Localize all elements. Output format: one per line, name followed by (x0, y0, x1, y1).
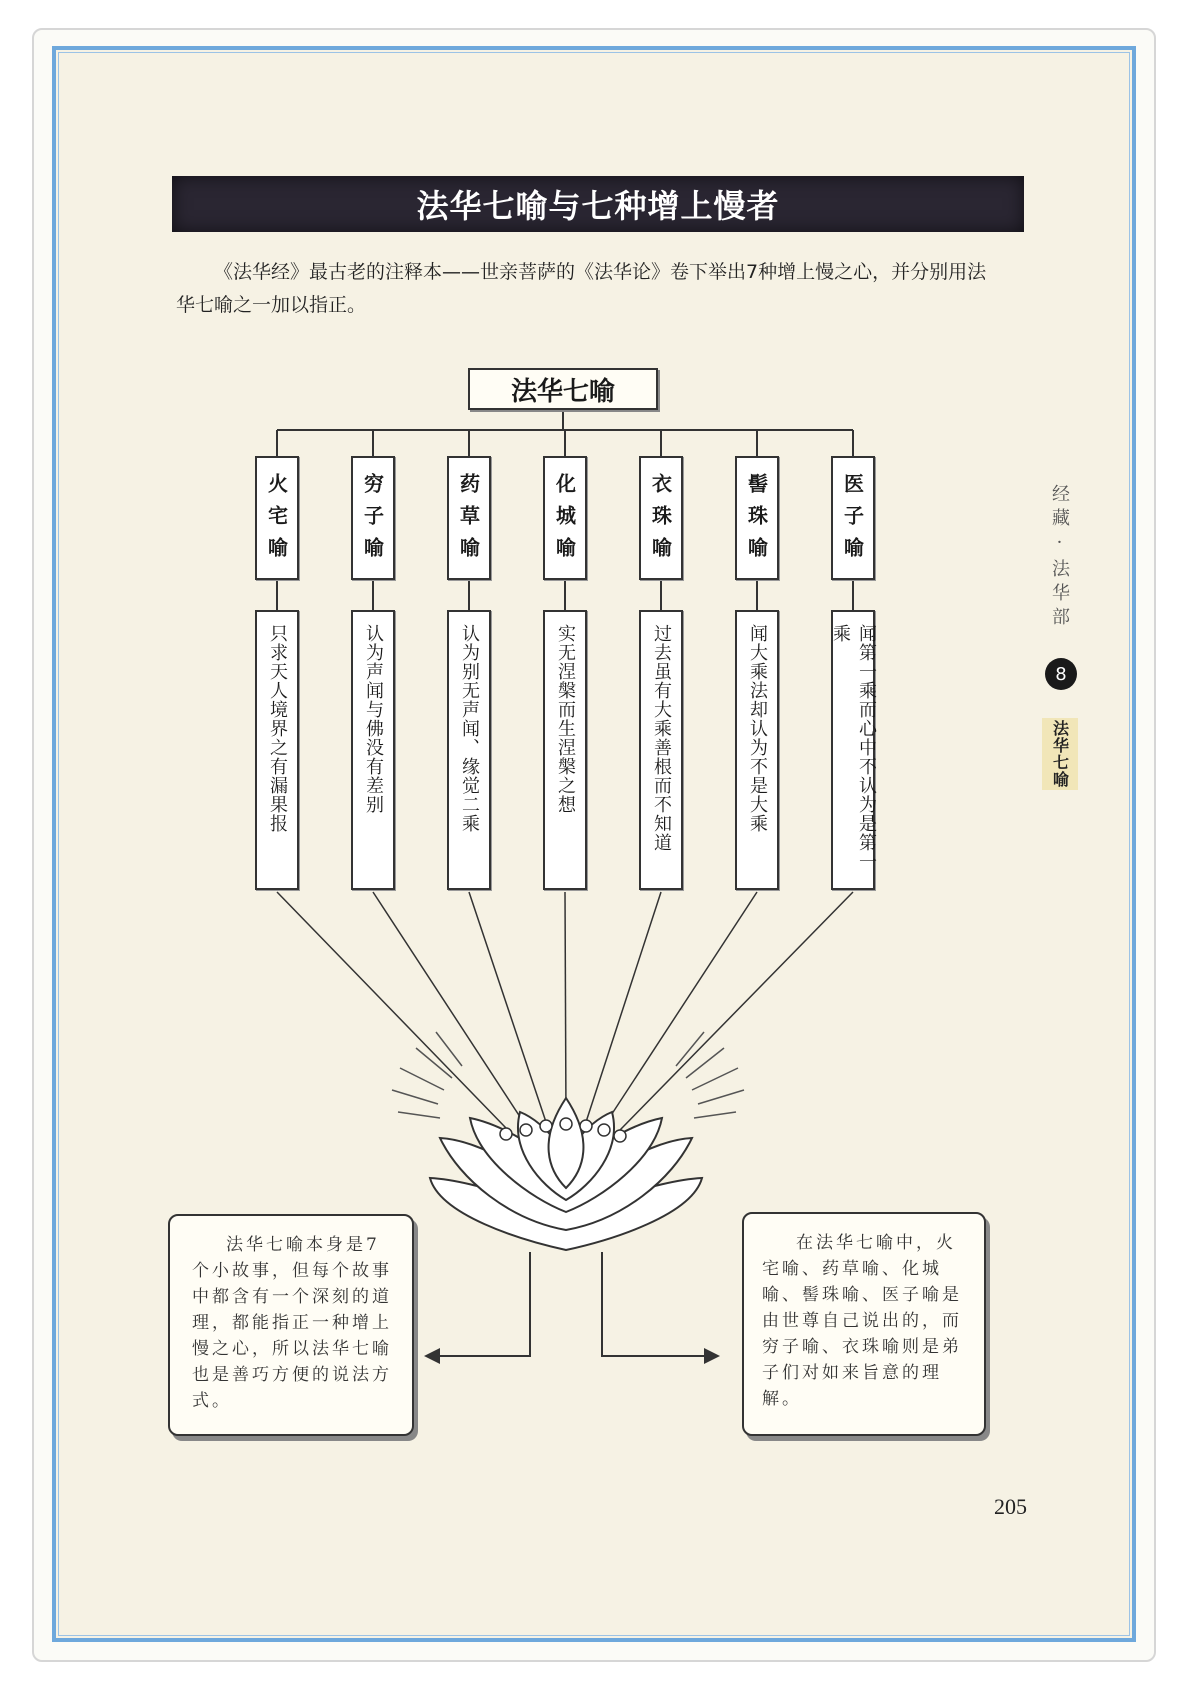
chapter-badge: 8 (1045, 658, 1077, 690)
parable-desc-medicinal-herbs: 认为别无声闻、缘觉二乘 (447, 610, 491, 890)
note-right: 在法华七喻中，火宅喻、药草喻、化城喻、髻珠喻、医子喻是由世尊自己说出的，而穷子喻、衣珠喻则是弟子们对如来旨意的理解。 (742, 1212, 986, 1436)
parable-name-medicinal-herbs: 药草喻 (447, 456, 491, 580)
page-title: 法华七喻与七种增上慢者 (416, 187, 780, 225)
parable-name-hidden-jewel: 衣珠喻 (639, 456, 683, 580)
parable-name-phantom-city: 化城喻 (543, 456, 587, 580)
parable-name-poor-son: 穷子喻 (351, 456, 395, 580)
section-tab: 法华七喻 (1042, 718, 1078, 790)
parable-name-physician: 医子喻 (831, 456, 875, 580)
parable-desc-phantom-city: 实无涅槃而生涅槃之想 (543, 610, 587, 890)
note-left: 法华七喻本身是7个小故事，但每个故事中都含有一个深刻的道理，都能指正一种增上慢之心，所以法华七喻也是善巧方便的说法方式。 (168, 1214, 414, 1436)
intro-paragraph: 《法华经》最古老的注释本——世亲菩萨的《法华论》卷下举出7种增上慢之心，并分别用法华七喻之一加以指正。 (176, 261, 987, 316)
page-number: 205 (994, 1494, 1027, 1519)
parable-desc-hidden-jewel: 过去虽有大乘善根而不知道 (639, 610, 683, 890)
parable-desc-topknot-jewel: 闻大乘法却认为不是大乘 (735, 610, 779, 890)
parable-name-fire-house: 火宅喻 (255, 456, 299, 580)
side-section-label: 经藏·法华部 (1049, 484, 1070, 631)
parable-name-topknot-jewel: 髻珠喻 (735, 456, 779, 580)
parable-desc-poor-son: 认为声闻与佛没有差别 (351, 610, 395, 890)
root-label: 法华七喻 (510, 376, 615, 407)
parable-desc-fire-house: 只求天人境界之有漏果报 (255, 610, 299, 890)
root-node (468, 368, 658, 410)
parable-desc-physician: 闻第一乘而心中不认为是第一乘 (831, 610, 875, 890)
